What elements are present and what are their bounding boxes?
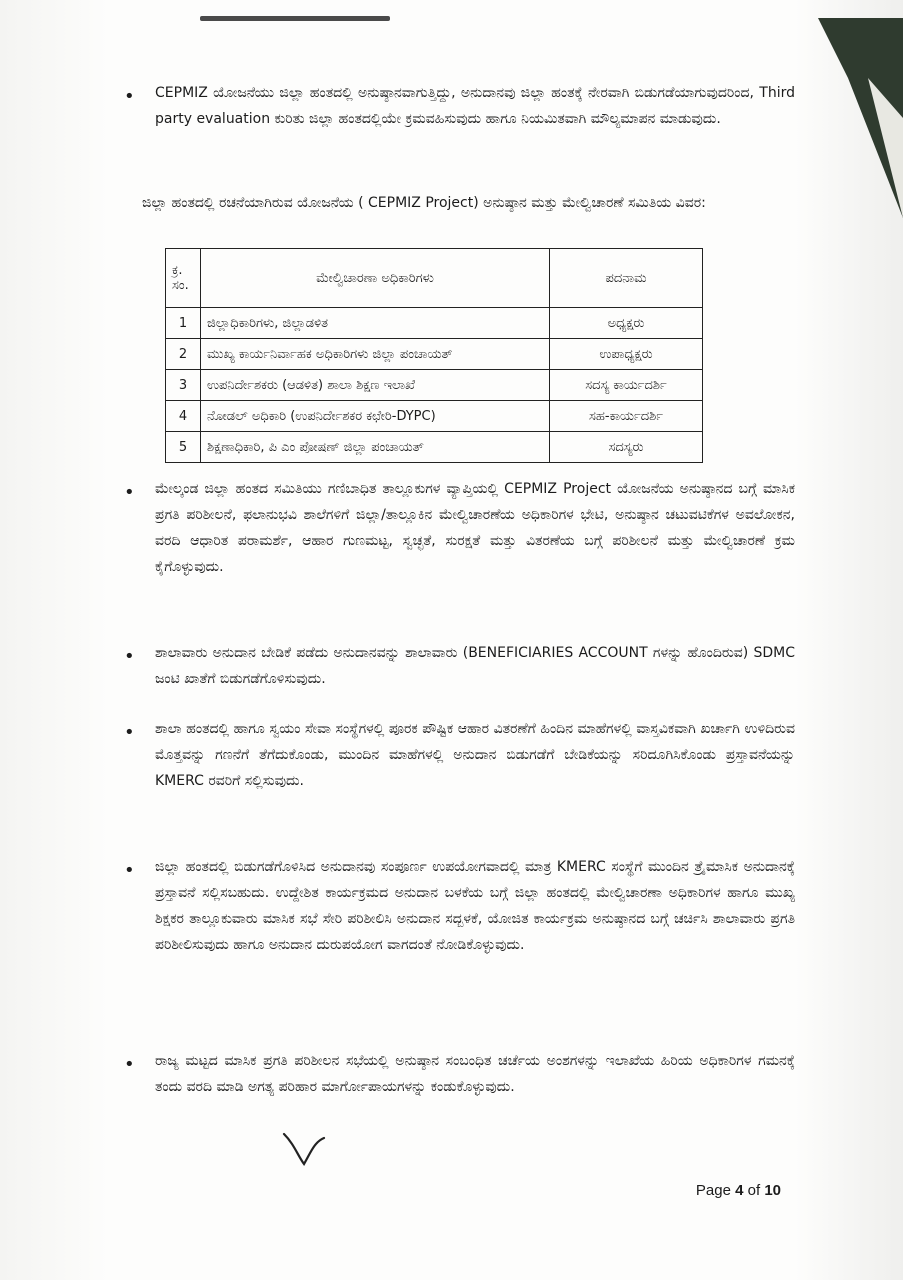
page-current: 4 bbox=[735, 1182, 744, 1199]
cell-designation: ಅಧ್ಯಕ್ಷರು bbox=[550, 308, 703, 339]
cell-serial: 3 bbox=[166, 370, 201, 401]
header-officers: ಮೇಲ್ವಿಚಾರಣಾ ಅಧಿಕಾರಿಗಳು bbox=[201, 249, 550, 308]
page-number bbox=[696, 1182, 781, 1199]
bullet-3: • bbox=[124, 646, 135, 667]
table-header-row bbox=[166, 249, 703, 308]
page-prefix: Page bbox=[695, 1182, 736, 1199]
paragraph-2: ಮೇಲ್ಕಂಡ ಜಿಲ್ಲಾ ಹಂತದ ಸಮಿತಿಯು ಗಣಿಬಾಧಿತ ತಾಲ್ಲೂಕುಗಳ ವ್ಯಾಪ್ತಿಯಲ್ಲಿ CEPMIZ Project ಯೋಜನೆಯ ಅನುಷ್ಠಾನದ ಬಗ್ಗೆ ಮಾಸಿಕ ಪ್ರಗತಿ ಪರಿಶೀಲನೆ, ಫಲಾನುಭವಿ ಶಾಲೆಗಳಿಗೆ ಜಿಲ್ಲಾ/ತಾಲ್ಲೂಕಿನ ಮೇಲ್ವಿಚಾರಣೆಯ ಅಧಿಕಾರಿಗಳ ಭೇಟಿ, ಅನುಷ್ಠಾನ ಚಟುವಟಿಕೆಗಳ ಅವಲೋಕನ, ವರದಿ ಆಧಾರಿತ ಪರಾಮರ್ಶೆ, ಆಹಾರ ಗುಣಮಟ್ಟ, ಸ್ವಚ್ಛತೆ, ಸುರಕ್ಷತೆ ಮತ್ತು ವಿತರಣೆಯ ಬಗ್ಗೆ ಪರಿಶೀಲನೆ ಮತ್ತು ಮೇಲ್ವಿಚಾರಣೆ ಕ್ರಮ ಕೈಗೊಳ್ಳುವುದು. bbox=[155, 481, 795, 575]
committee-table bbox=[165, 248, 703, 463]
paragraph-5: ಜಿಲ್ಲಾ ಹಂತದಲ್ಲಿ ಬಿಡುಗಡೆಗೊಳಿಸಿದ ಅನುದಾನವು ಸಂಪೂರ್ಣ ಉಪಯೋಗವಾದಲ್ಲಿ ಮಾತ್ರ KMERC ಸಂಸ್ಥೆಗೆ ಮುಂದಿನ ತ್ರೈಮಾಸಿಕ ಅನುದಾನಕ್ಕೆ ಪ್ರಸ್ತಾವನೆ ಸಲ್ಲಿಸಬಹುದು. ಉದ್ದೇಶಿತ ಕಾರ್ಯಕ್ರಮದ ಅನುದಾನ ಬಳಕೆಯ ಬಗ್ಗೆ ಜಿಲ್ಲಾ ಹಂತದಲ್ಲಿ ಮೇಲ್ವಿಚಾರಣಾ ಅಧಿಕಾರಿಗಳ ಹಾಗೂ ಮುಖ್ಯ ಶಿಕ್ಷಕರ ತಾಲ್ಲೂಕುವಾರು ಮಾಸಿಕ ಸಭೆ ಸೇರಿ ಪರಿಶೀಲಿಸಿ ಅನುದಾನ ಸದ್ಬಳಕೆ, ಯೋಜಿತ ಕಾರ್ಯಕ್ರಮ ಅನುಷ್ಠಾನದ ಬಗ್ಗೆ ಚರ್ಚಿಸಿ ಶಾಲಾವಾರು ಪ್ರಗತಿ ಪರಿಶೀಲಿಸುವುದು ಹಾಗೂ ಅನುದಾನ ದುರುಪಯೋಗ ವಾಗದಂತೆ ನೋಡಿಕೊಳ್ಳುವುದು. bbox=[155, 859, 795, 953]
scan-shadow bbox=[200, 16, 390, 21]
cell-serial: 1 bbox=[166, 308, 201, 339]
cell-officer: ಉಪನಿರ್ದೇಶಕರು (ಆಡಳಿತ) ಶಾಲಾ ಶಿಕ್ಷಣ ಇಲಾಖೆ bbox=[201, 370, 550, 401]
bullet-1: • bbox=[124, 86, 135, 107]
bullet-5: • bbox=[124, 860, 135, 881]
table-row bbox=[166, 370, 703, 401]
cell-officer: ಜಿಲ್ಲಾಧಿಕಾರಿಗಳು, ಜಿಲ್ಲಾಡಳಿತ bbox=[201, 308, 550, 339]
cell-officer: ಶಿಕ್ಷಣಾಧಿಕಾರಿ, ಪಿ ಎಂ ಪೋಷಣ್ ಜಿಲ್ಲಾ ಪಂಚಾಯತ್ bbox=[201, 432, 550, 463]
header-serial: ಕ್ರ. ಸಂ. bbox=[166, 249, 201, 308]
scan-corner-shadow bbox=[808, 18, 903, 218]
handwritten-initial-mark bbox=[280, 1128, 340, 1168]
cell-designation: ಉಪಾಧ್ಯಕ್ಷರು bbox=[550, 339, 703, 370]
table-row bbox=[166, 308, 703, 339]
paragraph-6: ರಾಜ್ಯ ಮಟ್ಟದ ಮಾಸಿಕ ಪ್ರಗತಿ ಪರಿಶೀಲನ ಸಭೆಯಲ್ಲಿ ಅನುಷ್ಠಾನ ಸಂಬಂಧಿತ ಚರ್ಚೆಯ ಅಂಶಗಳನ್ನು ಇಲಾಖೆಯ ಹಿರಿಯ ಅಧಿಕಾರಿಗಳ ಗಮನಕ್ಕೆ ತಂದು ವರದಿ ಮಾಡಿ ಅಗತ್ಯ ಪರಿಹಾರ ಮಾರ್ಗೋಪಾಯಗಳನ್ನು ಕಂಡುಕೊಳ್ಳುವುದು. bbox=[155, 1053, 795, 1095]
bullet-6: • bbox=[124, 1054, 135, 1075]
cell-serial: 5 bbox=[166, 432, 201, 463]
table-row bbox=[166, 401, 703, 432]
cell-officer: ಮುಖ್ಯ ಕಾರ್ಯನಿರ್ವಾಹಕ ಅಧಿಕಾರಿಗಳು ಜಿಲ್ಲಾ ಪಂಚಾಯತ್ bbox=[201, 339, 550, 370]
header-designation: ಪದನಾಮ bbox=[550, 249, 703, 308]
cell-officer: ನೋಡಲ್ ಅಧಿಕಾರಿ (ಉಪನಿರ್ದೇಶಕರ ಕಛೇರಿ-DYPC) bbox=[201, 401, 550, 432]
bullet-2: • bbox=[124, 482, 135, 503]
cell-designation: ಸದಸ್ಯ ಕಾರ್ಯದರ್ಶಿ bbox=[550, 370, 703, 401]
cell-serial: 4 bbox=[166, 401, 201, 432]
paragraph-4: ಶಾಲಾ ಹಂತದಲ್ಲಿ ಹಾಗೂ ಸ್ವಯಂ ಸೇವಾ ಸಂಸ್ಥೆಗಳಲ್ಲಿ ಪೂರಕ ಪೌಷ್ಟಿಕ ಆಹಾರ ವಿತರಣೆಗೆ ಹಿಂದಿನ ಮಾಹೆಗಳಲ್ಲಿ ವಾಸ್ತವಿಕವಾಗಿ ಖರ್ಚಾಗಿ ಉಳಿದಿರುವ ಮೊತ್ತವನ್ನು ಗಣನೆಗೆ ತೆಗೆದುಕೊಂಡು, ಮುಂದಿನ ಮಾಹೆಗಳಲ್ಲಿ ಅನುದಾನ ಬಿಡುಗಡೆಗೆ ಬೇಡಿಕೆಯನ್ನು ಸರಿದೂಗಿಸಿಕೊಂಡು ಪ್ರಸ್ತಾವನೆಯನ್ನು KMERC ರವರಿಗೆ ಸಲ್ಲಿಸುವುದು. bbox=[155, 721, 795, 789]
cell-designation: ಸದಸ್ಯರು bbox=[550, 432, 703, 463]
table-row bbox=[166, 339, 703, 370]
page-total: 10 bbox=[764, 1182, 781, 1199]
bullet-4: • bbox=[124, 722, 135, 743]
table-row bbox=[166, 432, 703, 463]
paragraph-1: CEPMIZ ಯೋಜನೆಯು ಜಿಲ್ಲಾ ಹಂತದಲ್ಲಿ ಅನುಷ್ಠಾನವಾಗುತ್ತಿದ್ದು, ಅನುದಾನವು ಜಿಲ್ಲಾ ಹಂತಕ್ಕೆ ನೇರವಾಗಿ ಬಿಡುಗಡೆಯಾಗುವುದರಿಂದ, Third party evaluation ಕುರಿತು ಜಿಲ್ಲಾ ಹಂತದಲ್ಲಿಯೇ ಕ್ರಮವಹಿಸುವುದು ಹಾಗೂ ನಿಯಮಿತವಾಗಿ ಮೌಲ್ಯಮಾಪನ ಮಾಡುವುದು. bbox=[155, 85, 795, 127]
cell-serial: 2 bbox=[166, 339, 201, 370]
cell-designation: ಸಹ-ಕಾರ್ಯದರ್ಶಿ bbox=[550, 401, 703, 432]
page-of: of bbox=[743, 1182, 765, 1199]
paragraph-3: ಶಾಲಾವಾರು ಅನುದಾನ ಬೇಡಿಕೆ ಪಡೆದು ಅನುದಾನವನ್ನು ಶಾಲಾವಾರು (BENEFICIARIES ACCOUNT ಗಳನ್ನು ಹೊಂದಿರುವ) SDMC ಜಂಟಿ ಖಾತೆಗೆ ಬಿಡುಗಡೆಗೊಳಿಸುವುದು. bbox=[155, 645, 795, 687]
table-intro: ಜಿಲ್ಲಾ ಹಂತದಲ್ಲಿ ರಚನೆಯಾಗಿರುವ ಯೋಜನೆಯ ( CEPMIZ Project) ಅನುಷ್ಠಾನ ಮತ್ತು ಮೇಲ್ವಿಚಾರಣೆ ಸಮಿತಿಯ ವಿವರ: bbox=[142, 195, 706, 211]
